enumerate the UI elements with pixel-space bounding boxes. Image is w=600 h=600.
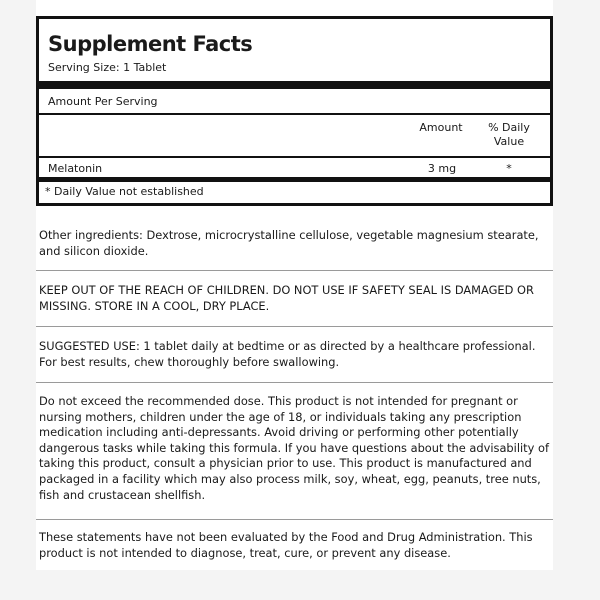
section-divider xyxy=(36,270,553,271)
other-ingredients-text: Other ingredients: Dextrose, microcrystalline cellulose, vegetable magnesium stearate, and silicon dioxide. xyxy=(39,228,539,258)
supplement-facts-panel xyxy=(36,16,553,206)
section-divider xyxy=(36,382,553,383)
caution-text: Do not exceed the recommended dose. This product is not intended for pregnant or nursing mothers, children under the age of 18, or individuals taking any prescription medication including anti-depressants. Avoid driving or performing other potentially dangerous tasks while taking this formula. If you have questions about the advisability of taking this product, consult a physician prior to use. This product is manufactured and packaged in a facility which may also process milk, soy, wheat, egg, peanuts, tree nuts, fish and crustacean shellfish. xyxy=(39,394,549,502)
section-divider xyxy=(36,326,553,327)
safety-warning-text: KEEP OUT OF THE REACH OF CHILDREN. DO NOT USE IF SAFETY SEAL IS DAMAGED OR MISSING. STORE IN A COOL, DRY PLACE. xyxy=(39,283,534,313)
daily-value-footnote: * Daily Value not established xyxy=(45,185,204,198)
label-page xyxy=(36,0,553,570)
column-header-amount: Amount xyxy=(419,121,463,134)
thick-rule-bottom xyxy=(39,177,550,182)
thick-rule-top xyxy=(39,81,550,89)
panel-title: Supplement Facts xyxy=(48,32,253,56)
nutrient-daily-value: * xyxy=(506,162,512,175)
thin-rule-header xyxy=(39,113,550,115)
column-header-daily-value: % Daily Value xyxy=(488,121,530,148)
section-divider xyxy=(36,519,553,520)
serving-size: Serving Size: 1 Tablet xyxy=(48,61,167,74)
fda-disclaimer-text: These statements have not been evaluated by the Food and Drug Administration. This product is not intended to diagnose, treat, cure, or prevent any disease. xyxy=(39,530,533,560)
nutrient-name: Melatonin xyxy=(48,162,103,175)
suggested-use-text: SUGGESTED USE: 1 tablet daily at bedtime or as directed by a healthcare professional. For best results, chew thoroughly before swallowing. xyxy=(39,339,536,369)
amount-per-serving: Amount Per Serving xyxy=(48,95,158,108)
thin-rule-nutrients xyxy=(39,156,550,158)
nutrient-amount: 3 mg xyxy=(427,162,457,175)
